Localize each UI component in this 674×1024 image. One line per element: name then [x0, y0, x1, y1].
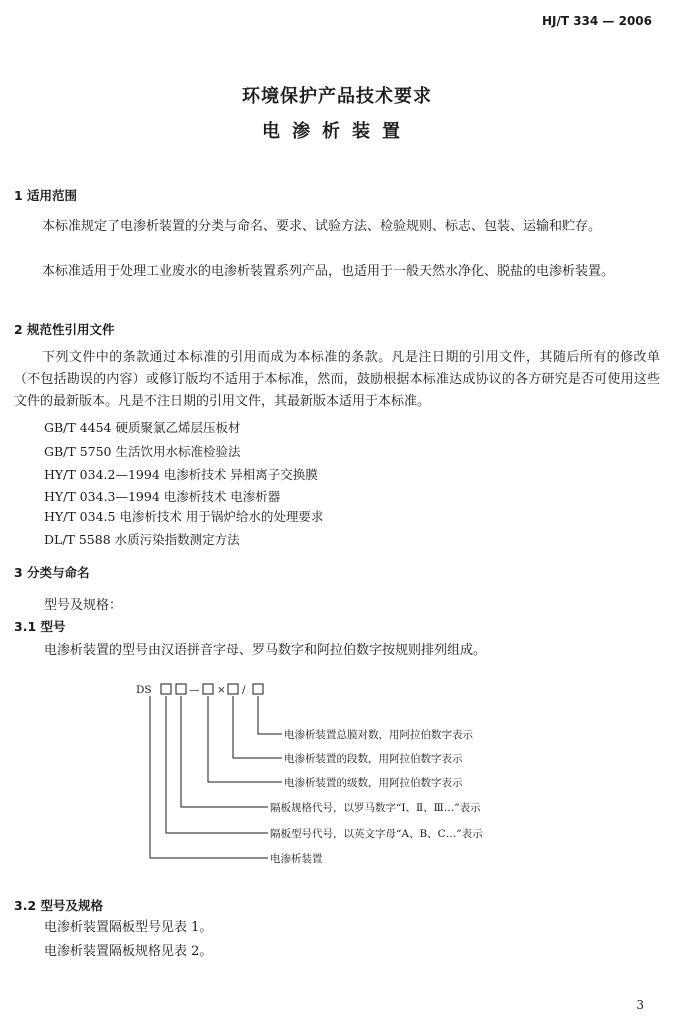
diagram-dash: —: [189, 684, 200, 696]
reference-item: HY/T 034.3—1994 电渗析技术 电渗析器: [44, 489, 281, 504]
section-2-paragraph: 下列文件中的条款通过本标准的引用而成为本标准的条款。凡是注日期的引用文件，其随后所有的修改单（不包括勘误的内容）或修订版均不适用于本标准，然而，鼓励根据本标准达成协议的各方研究是否可使用这些文件的最新版本。凡是不注日期的引用文件，其最新版本适用于本标准。: [14, 350, 660, 409]
reference-item: DL/T 5588 水质污染指数测定方法: [44, 532, 240, 547]
document-title: 环境保护产品技术要求: [242, 86, 432, 107]
diagram-box-membranes: [253, 684, 263, 694]
diagram-leader-line: [208, 696, 282, 782]
diagram-label: 电渗析装置总膜对数，用阿拉伯数字表示: [284, 729, 473, 741]
reference-item: HY/T 034.2—1994 电渗析技术 异相离子交换膜: [44, 467, 318, 482]
diagram-box-spec: [176, 684, 186, 694]
diagram-box-sections: [228, 684, 238, 694]
diagram-leader-line: [150, 696, 268, 858]
section-3-1-heading: 3.1 型号: [14, 619, 66, 634]
diagram-label: 电渗析装置的级数，用阿拉伯数字表示: [284, 777, 463, 789]
section-3-intro: 型号及规格：: [44, 598, 123, 613]
reference-item: GB/T 5750 生活饮用水标准检验法: [44, 444, 241, 459]
diagram-slash: /: [242, 684, 246, 696]
diagram-label: 隔板型号代号，以英文字母“A、B、C…”表示: [270, 828, 483, 840]
section-1-paragraph-2: 本标准适用于处理工业废水的电渗析装置系列产品，也适用于一般天然水净化、脱盐的电渗析装置。: [42, 264, 615, 279]
section-3-2-heading: 3.2 型号及规格: [14, 898, 103, 913]
diagram-label: 隔板规格代号，以罗马数字“Ⅰ、Ⅱ、Ⅲ…”表示: [270, 802, 481, 814]
section-3-2-line-2: 电渗析装置隔板规格见表 2。: [44, 944, 213, 959]
section-3-1-text: 电渗析装置的型号由汉语拼音字母、罗马数字和阿拉伯数字按规则排列组成。: [44, 643, 487, 658]
diagram-box-type: [161, 684, 171, 694]
reference-item: HY/T 034.5 电渗析技术 用于锅炉给水的处理要求: [44, 509, 324, 524]
section-1-heading: 1 适用范围: [14, 188, 78, 203]
section-3-heading: 3 分类与命名: [14, 565, 90, 580]
standard-number: HJ/T 334 — 2006: [541, 14, 652, 28]
section-3-2-line-1: 电渗析装置隔板型号见表 1。: [44, 920, 213, 935]
section-2-heading: 2 规范性引用文件: [14, 322, 115, 337]
diagram-leader-line: [181, 696, 268, 807]
diagram-label: 电渗析装置: [270, 853, 323, 865]
diagram-leader-line: [258, 696, 282, 734]
diagram-prefix: DS: [136, 684, 152, 696]
section-1-paragraph-1: 本标准规定了电渗析装置的分类与命名、要求、试验方法、检验规则、标志、包装、运输和贮存。: [42, 219, 602, 234]
document-subtitle: 电渗析装置: [262, 121, 412, 142]
page-number: 3: [636, 998, 644, 1012]
diagram-times: ×: [217, 684, 226, 696]
diagram-label: 电渗析装置的段数，用阿拉伯数字表示: [284, 753, 463, 765]
reference-item: GB/T 4454 硬质聚氯乙烯层压板材: [44, 420, 241, 435]
diagram-box-stages: [203, 684, 213, 694]
